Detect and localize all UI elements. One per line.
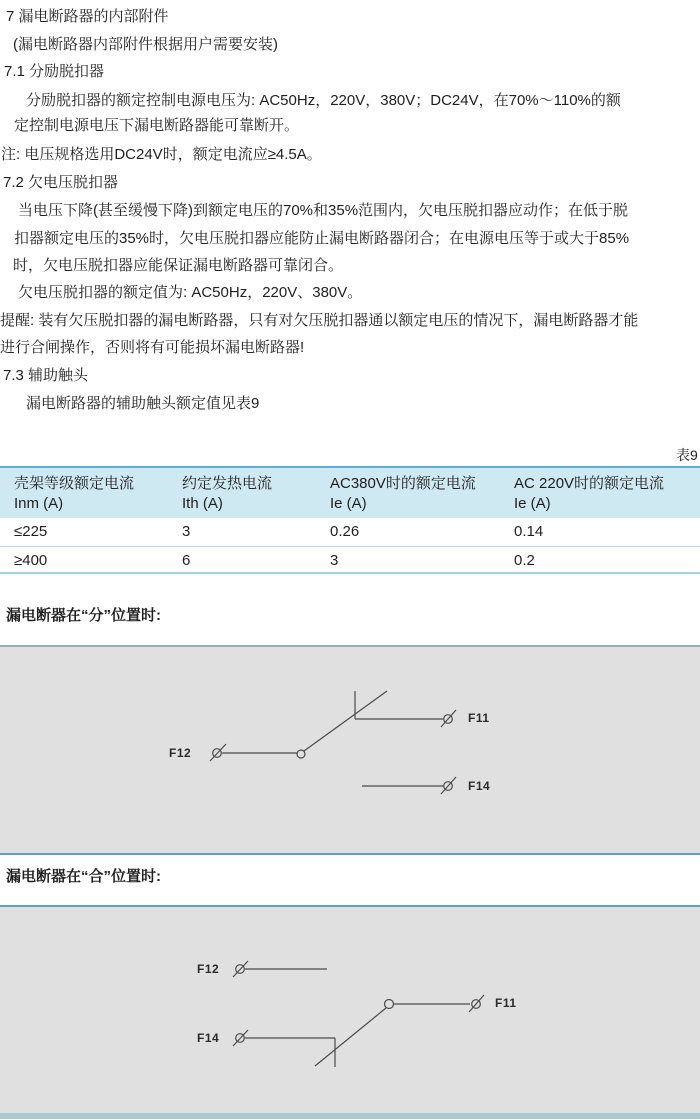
- label-f12: F12: [169, 746, 192, 760]
- table-header-col1: [14, 474, 134, 514]
- cell: ≤225: [14, 523, 48, 540]
- section-7-2-heading: 7.2 欠电压脱扣器: [3, 174, 119, 191]
- table-header-col3: [330, 474, 476, 514]
- cell: 0.26: [330, 523, 360, 540]
- section-7-1-heading: 7.1 分励脱扣器: [4, 63, 105, 80]
- col3-title: AC380V时的额定电流: [330, 475, 476, 492]
- col1-unit: Inm (A): [14, 495, 64, 512]
- paragraph-line: 分励脱扣器的额定控制电源电压为: AC50Hz，220V，380V；DC24V，在70%～110%的额: [26, 92, 621, 109]
- col4-unit: Ie (A): [514, 495, 551, 512]
- cell: ≥400: [14, 552, 48, 569]
- diagram-open-circuit: [0, 645, 700, 855]
- paragraph-line: 时，欠电压脱扣器应能保证漏电断路器可靠闭合。: [13, 257, 344, 274]
- contact-blade-closed: [315, 1008, 386, 1066]
- reminder-line: 提醒: 装有欠压脱扣器的漏电断路器，只有对欠压脱扣器通以额定电压的情况下，漏电断路器才能: [0, 312, 639, 329]
- col3-unit: Ie (A): [330, 495, 367, 512]
- note-line: 注: 电压规格选用DC24V时，额定电流应≥4.5A。: [1, 146, 322, 163]
- label-f11: F11: [495, 996, 517, 1010]
- cell: 3: [182, 523, 191, 540]
- table-row: [0, 547, 700, 575]
- col2-title: 约定发热电流: [182, 475, 273, 492]
- cell: 6: [182, 552, 191, 569]
- table-bottom-border: [0, 572, 700, 574]
- cell: 0.2: [514, 552, 535, 569]
- table-9-tag: 表9: [676, 447, 698, 463]
- table-header-col2: [182, 474, 272, 514]
- table-header: [0, 468, 700, 518]
- label-f12: F12: [197, 962, 220, 976]
- table-header-col4: [514, 474, 664, 514]
- terminal-f11-icon: [469, 995, 484, 1012]
- table-row: [0, 518, 700, 546]
- caption-closed-position: 漏电断器在“合”位置时:: [6, 868, 161, 885]
- col1-title: 壳架等级额定电流: [14, 475, 135, 492]
- pivot-icon: [385, 1000, 394, 1009]
- paragraph-line: 扣器额定电压的35%时，欠电压脱扣器应能防止漏电断路器闭合；在电源电压等于或大于85%: [14, 230, 630, 247]
- section-7-heading: 7 漏电断路器的内部附件: [6, 8, 169, 25]
- col2-unit: Ith (A): [182, 495, 223, 512]
- terminal-f11-icon: [441, 710, 456, 727]
- reminder-line: 进行合闸操作，否则将有可能损坏漏电断路器!: [0, 339, 305, 356]
- cell: 0.14: [514, 523, 544, 540]
- section-7-3-heading: 7.3 辅助触头: [3, 367, 89, 384]
- section-7-note: (漏电断路器内部附件根据用户需要安装): [13, 36, 278, 53]
- cell: 3: [330, 552, 339, 569]
- contact-blade-open: [304, 691, 387, 751]
- paragraph-line: 漏电断路器的辅助触头额定值见表9: [26, 395, 260, 412]
- paragraph-line: 欠电压脱扣器的额定值为: AC50Hz，220V、380V。: [18, 284, 363, 301]
- pivot-icon: [297, 750, 305, 758]
- caption-open-position: 漏电断器在“分”位置时:: [6, 607, 161, 624]
- paragraph-line: 定控制电源电压下漏电断路器能可靠断开。: [14, 117, 300, 134]
- label-f14: F14: [468, 779, 491, 793]
- paragraph-line: 当电压下降(甚至缓慢下降)到额定电压的70%和35%范围内，欠电压脱扣器应动作；在低于脱: [18, 202, 629, 219]
- label-f11: F11: [468, 711, 490, 725]
- label-f14: F14: [197, 1031, 220, 1045]
- page-footer-strip: [0, 1113, 700, 1119]
- diagram-closed-circuit: [0, 905, 700, 1113]
- terminal-f14-icon: [441, 777, 456, 794]
- col4-title: AC 220V时的额定电流: [514, 475, 665, 492]
